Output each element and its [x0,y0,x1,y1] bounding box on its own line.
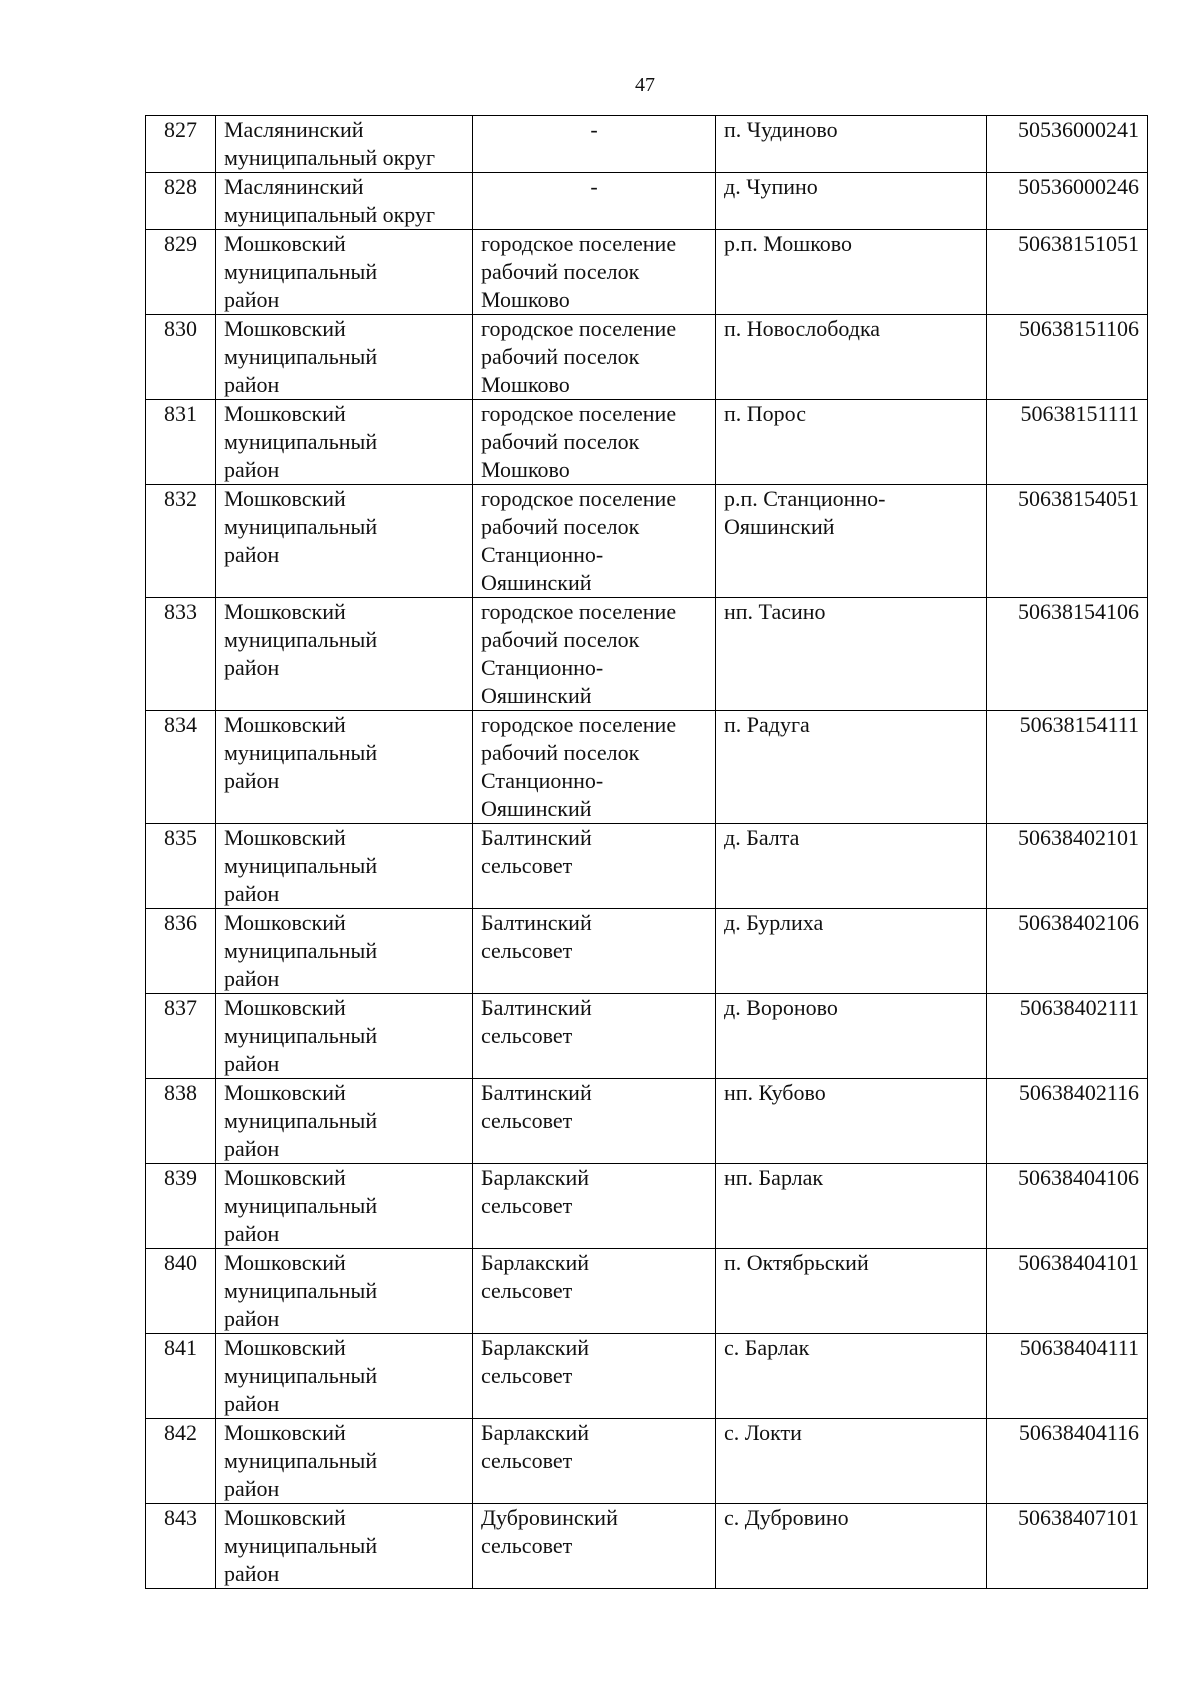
row-number-cell: 842 [146,1419,216,1504]
locality-cell-line: нп. Тасино [724,599,826,624]
settlements-table [145,115,1148,1589]
district-cell-line: район [224,287,280,312]
settlement-cell [473,598,716,711]
settlement-cell-line: Мошково [481,457,570,482]
settlement-cell-line: - [590,117,598,142]
oktmo-code-cell: 50638151111 [987,400,1148,485]
district-cell-line: муниципальный [224,1193,378,1218]
district-cell-line: район [224,881,280,906]
district-cell-line: Мошковский [224,1250,346,1275]
district-cell-line: муниципальный [224,627,378,652]
row-number-cell: 833 [146,598,216,711]
oktmo-code-cell: 50638402111 [987,994,1148,1079]
district-cell-line: район [224,655,280,680]
row-number-cell: 836 [146,909,216,994]
locality-cell-line: п. Порос [724,401,806,426]
district-cell-line: Маслянинский [224,117,364,142]
settlement-cell-line: Балтинский [481,825,592,850]
oktmo-code-cell: 50536000241 [987,116,1148,173]
table-row [146,824,1148,909]
locality-cell-line: д. Чупино [724,174,818,199]
oktmo-code-cell: 50638402106 [987,909,1148,994]
district-cell-line: район [224,1561,280,1586]
district-cell-line: Мошковский [224,231,346,256]
district-cell [216,173,473,230]
district-cell-line: район [224,1476,280,1501]
settlement-cell-line: Ояшинский [481,570,592,595]
oktmo-code-cell: 50638151051 [987,230,1148,315]
table-row [146,315,1148,400]
row-number-cell: 830 [146,315,216,400]
table-row [146,909,1148,994]
table-row [146,485,1148,598]
district-cell [216,1504,473,1589]
settlement-cell-line: Балтинский [481,1080,592,1105]
settlement-cell-line: Барлакский [481,1250,589,1275]
locality-cell-line: п. Октябрьский [724,1250,869,1275]
district-cell [216,230,473,315]
settlement-cell-line: Барлакский [481,1420,589,1445]
locality-cell [716,1079,987,1164]
district-cell-line: муниципальный [224,1363,378,1388]
settlement-cell-line: сельсовет [481,1023,573,1048]
table-row [146,598,1148,711]
table-row [146,1334,1148,1419]
table-row [146,1164,1148,1249]
table-row [146,1419,1148,1504]
row-number-cell: 839 [146,1164,216,1249]
district-cell [216,1419,473,1504]
settlement-cell-line: сельсовет [481,1533,573,1558]
table-row [146,994,1148,1079]
table-row [146,116,1148,173]
locality-cell-line: с. Локти [724,1420,802,1445]
row-number-cell: 840 [146,1249,216,1334]
locality-cell [716,1504,987,1589]
page-number: 47 [635,74,655,96]
settlement-cell-line: сельсовет [481,938,573,963]
district-cell-line: Мошковский [224,712,346,737]
oktmo-code-cell: 50638151106 [987,315,1148,400]
settlement-cell [473,824,716,909]
locality-cell-line: с. Дубровино [724,1505,849,1530]
district-cell [216,824,473,909]
oktmo-code-cell: 50638154106 [987,598,1148,711]
locality-cell-line: д. Вороново [724,995,838,1020]
district-cell [216,1164,473,1249]
settlement-cell-line: Ояшинский [481,683,592,708]
locality-cell-line: р.п. Станционно- [724,486,886,511]
settlement-cell-line: сельсовет [481,1363,573,1388]
district-cell-line: муниципальный [224,344,378,369]
district-cell-line: Мошковский [224,1335,346,1360]
settlement-cell-line: городское поселение [481,231,677,256]
table-row [146,173,1148,230]
settlement-cell-line: городское поселение [481,486,677,511]
settlement-cell [473,116,716,173]
district-cell [216,1334,473,1419]
table-row [146,1079,1148,1164]
settlement-cell-line: рабочий поселок [481,344,640,369]
settlement-cell-line: - [590,174,598,199]
district-cell-line: муниципальный округ [224,202,436,227]
district-cell [216,315,473,400]
district-cell-line: район [224,1136,280,1161]
settlement-cell [473,173,716,230]
settlement-cell-line: рабочий поселок [481,514,640,539]
locality-cell-line: д. Бурлиха [724,910,824,935]
district-cell-line: район [224,457,280,482]
locality-cell-line: п. Новослободка [724,316,881,341]
district-cell-line: муниципальный округ [224,145,436,170]
district-cell-line: муниципальный [224,1278,378,1303]
locality-cell [716,1249,987,1334]
locality-cell-line: д. Балта [724,825,800,850]
district-cell-line: Мошковский [224,1165,346,1190]
settlement-cell-line: рабочий поселок [481,259,640,284]
district-cell-line: муниципальный [224,938,378,963]
settlement-cell-line: сельсовет [481,1448,573,1473]
row-number-cell: 834 [146,711,216,824]
locality-cell [716,711,987,824]
district-cell [216,1079,473,1164]
district-cell-line: муниципальный [224,853,378,878]
row-number-cell: 831 [146,400,216,485]
oktmo-code-cell: 50638407101 [987,1504,1148,1589]
locality-cell [716,230,987,315]
locality-cell-line: п. Чудиново [724,117,838,142]
settlement-cell-line: Мошково [481,372,570,397]
oktmo-code-cell: 50638404116 [987,1419,1148,1504]
district-cell-line: муниципальный [224,1448,378,1473]
settlement-cell-line: Барлакский [481,1335,589,1360]
settlement-cell-line: сельсовет [481,1278,573,1303]
row-number-cell: 835 [146,824,216,909]
locality-cell [716,1334,987,1419]
district-cell-line: муниципальный [224,259,378,284]
row-number-cell: 829 [146,230,216,315]
table-row [146,711,1148,824]
district-cell-line: Мошковский [224,599,346,624]
settlement-cell [473,1419,716,1504]
locality-cell [716,598,987,711]
district-cell [216,994,473,1079]
row-number-cell: 837 [146,994,216,1079]
settlement-cell-line: сельсовет [481,1108,573,1133]
district-cell-line: муниципальный [224,514,378,539]
oktmo-code-cell: 50638404106 [987,1164,1148,1249]
district-cell-line: район [224,1391,280,1416]
settlement-cell-line: Балтинский [481,910,592,935]
settlement-cell [473,230,716,315]
district-cell-line: район [224,372,280,397]
row-number-cell: 843 [146,1504,216,1589]
district-cell-line: Мошковский [224,401,346,426]
oktmo-code-cell: 50638154051 [987,485,1148,598]
settlement-cell [473,1079,716,1164]
district-cell [216,909,473,994]
settlement-cell [473,994,716,1079]
settlement-cell [473,315,716,400]
district-cell-line: район [224,1306,280,1331]
settlement-cell-line: Станционно- [481,655,604,680]
district-cell-line: муниципальный [224,429,378,454]
locality-cell [716,315,987,400]
district-cell-line: район [224,542,280,567]
settlement-cell-line: рабочий поселок [481,627,640,652]
locality-cell [716,994,987,1079]
settlement-cell [473,711,716,824]
settlement-cell-line: Станционно- [481,542,604,567]
locality-cell [716,909,987,994]
district-cell-line: район [224,1051,280,1076]
row-number-cell: 832 [146,485,216,598]
oktmo-code-cell: 50638404111 [987,1334,1148,1419]
locality-cell-line: п. Радуга [724,712,810,737]
table-row [146,230,1148,315]
settlement-cell-line: рабочий поселок [481,740,640,765]
settlement-cell [473,1504,716,1589]
district-cell [216,116,473,173]
settlement-cell-line: Мошково [481,287,570,312]
row-number-cell: 841 [146,1334,216,1419]
district-cell [216,1249,473,1334]
settlement-cell [473,1334,716,1419]
district-cell-line: район [224,1221,280,1246]
settlement-cell [473,1249,716,1334]
district-cell-line: Мошковский [224,486,346,511]
table-body [146,116,1148,1589]
oktmo-code-cell: 50638154111 [987,711,1148,824]
locality-cell [716,1419,987,1504]
oktmo-code-cell: 50536000246 [987,173,1148,230]
locality-cell [716,824,987,909]
district-cell-line: муниципальный [224,740,378,765]
settlement-cell-line: сельсовет [481,853,573,878]
oktmo-code-cell: 50638402116 [987,1079,1148,1164]
district-cell-line: Маслянинский [224,174,364,199]
locality-cell [716,173,987,230]
settlement-cell [473,400,716,485]
settlement-cell-line: рабочий поселок [481,429,640,454]
district-cell-line: Мошковский [224,910,346,935]
settlement-cell-line: Ояшинский [481,796,592,821]
table-row [146,400,1148,485]
settlement-cell [473,485,716,598]
locality-cell [716,116,987,173]
district-cell-line: Мошковский [224,1080,346,1105]
locality-cell [716,1164,987,1249]
settlement-cell-line: городское поселение [481,316,677,341]
row-number-cell: 828 [146,173,216,230]
district-cell [216,711,473,824]
locality-cell [716,400,987,485]
district-cell-line: Мошковский [224,825,346,850]
district-cell-line: Мошковский [224,316,346,341]
settlement-cell-line: городское поселение [481,401,677,426]
locality-cell-line: Ояшинский [724,514,835,539]
settlement-cell-line: городское поселение [481,712,677,737]
district-cell [216,598,473,711]
settlement-cell-line: Балтинский [481,995,592,1020]
oktmo-code-cell: 50638402101 [987,824,1148,909]
district-cell [216,400,473,485]
district-cell-line: муниципальный [224,1108,378,1133]
district-cell-line: муниципальный [224,1023,378,1048]
district-cell-line: Мошковский [224,1505,346,1530]
district-cell [216,485,473,598]
locality-cell-line: с. Барлак [724,1335,810,1360]
settlement-cell [473,909,716,994]
row-number-cell: 838 [146,1079,216,1164]
settlement-cell-line: Станционно- [481,768,604,793]
locality-cell [716,485,987,598]
settlement-cell-line: Дубровинский [481,1505,618,1530]
table-row [146,1504,1148,1589]
table-row [146,1249,1148,1334]
district-cell-line: Мошковский [224,995,346,1020]
locality-cell-line: нп. Барлак [724,1165,824,1190]
row-number-cell: 827 [146,116,216,173]
district-cell-line: район [224,768,280,793]
settlement-cell-line: сельсовет [481,1193,573,1218]
settlement-cell-line: Барлакский [481,1165,589,1190]
locality-cell-line: нп. Кубово [724,1080,826,1105]
locality-cell-line: р.п. Мошково [724,231,853,256]
district-cell-line: район [224,966,280,991]
district-cell-line: Мошковский [224,1420,346,1445]
settlement-cell-line: городское поселение [481,599,677,624]
settlement-cell [473,1164,716,1249]
oktmo-code-cell: 50638404101 [987,1249,1148,1334]
district-cell-line: муниципальный [224,1533,378,1558]
